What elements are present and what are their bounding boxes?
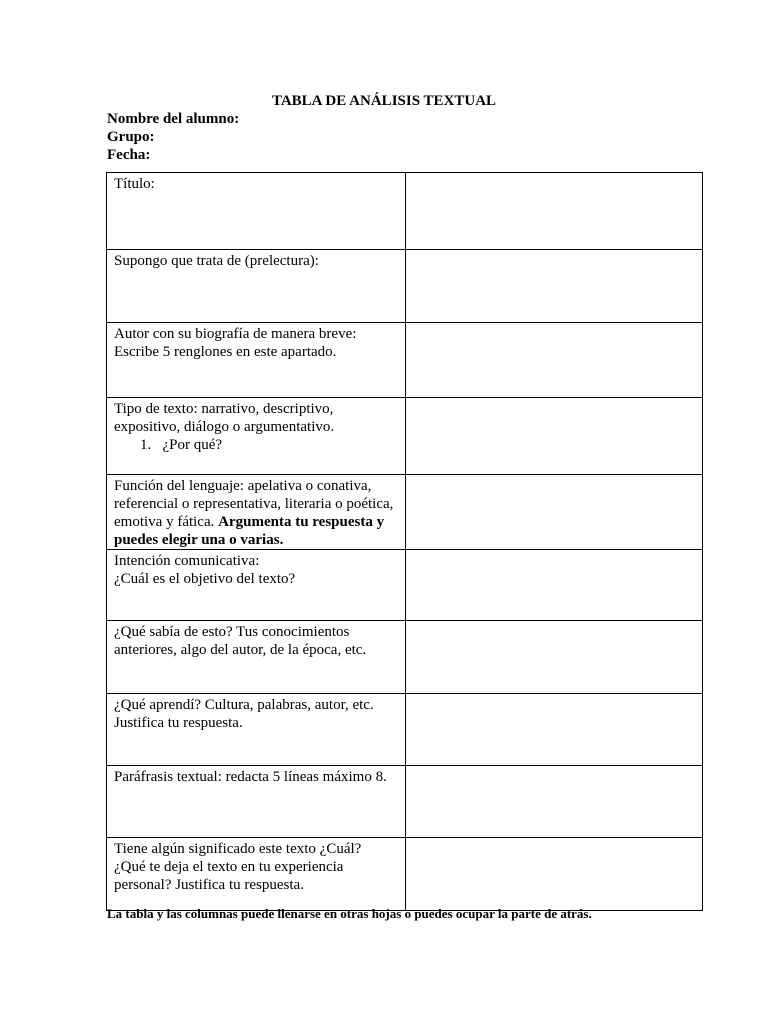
- table-row: [107, 250, 703, 323]
- answer-cell-paraphrase[interactable]: [405, 766, 703, 838]
- prompt-cell-prior-knowledge: [107, 621, 406, 694]
- table-row: [107, 475, 703, 550]
- prompt-cell-intention: [107, 550, 406, 621]
- prompt-text: Paráfrasis textual: redacta 5 líneas máximo 8.: [114, 769, 387, 785]
- answer-cell-language-function[interactable]: [405, 475, 703, 550]
- prompt-cell-prereading: [107, 250, 406, 323]
- prompt-text-bold-line: puedes elegir una o varias.: [114, 532, 284, 548]
- table-row: [107, 694, 703, 766]
- date-label: Fecha:: [107, 147, 151, 163]
- answer-cell-prior-knowledge[interactable]: [405, 621, 703, 694]
- prompt-text: referencial o representativa, literaria o poética,: [114, 496, 394, 512]
- answer-cell-learned[interactable]: [405, 694, 703, 766]
- prompt-text-plain: emotiva y fática.: [114, 514, 219, 530]
- numbered-item: [114, 436, 399, 454]
- table-row: [107, 621, 703, 694]
- table-row: [107, 173, 703, 250]
- table-row: [107, 398, 703, 475]
- prompt-text: Tiene algún significado este texto ¿Cuál?: [114, 841, 362, 857]
- prompt-text-bold: Argumenta tu respuesta y: [218, 514, 385, 530]
- footer-note: La tabla y las columnas puede llenarse en otras hojas o puedes ocupar la parte de atrás.: [107, 906, 592, 921]
- item-number: 1.: [140, 437, 152, 453]
- prompt-cell-language-function: [107, 475, 406, 550]
- prompt-text: ¿Qué sabía de esto? Tus conocimientos: [114, 624, 350, 640]
- analysis-table: [106, 172, 703, 911]
- answer-cell-title[interactable]: [405, 173, 703, 250]
- prompt-cell-author: [107, 323, 406, 398]
- prompt-text: ¿Qué aprendí? Cultura, palabras, autor, etc.: [114, 697, 374, 713]
- prompt-text: Tipo de texto: narrativo, descriptivo,: [114, 401, 334, 417]
- answer-cell-author[interactable]: [405, 323, 703, 398]
- table-row: [107, 550, 703, 621]
- prompt-cell-learned: [107, 694, 406, 766]
- prompt-text: expositivo, diálogo o argumentativo.: [114, 419, 335, 435]
- prompt-cell-title: [107, 173, 406, 250]
- prompt-text: Título:: [114, 176, 155, 192]
- answer-cell-text-type[interactable]: [405, 398, 703, 475]
- table-row: [107, 766, 703, 838]
- prompt-text: personal? Justifica tu respuesta.: [114, 877, 304, 893]
- prompt-cell-text-type: [107, 398, 406, 475]
- prompt-text: Supongo que trata de (prelectura):: [114, 253, 319, 269]
- prompt-text: Autor con su biografía de manera breve:: [114, 326, 357, 342]
- item-text: ¿Por qué?: [162, 437, 223, 453]
- document-title: TABLA DE ANÁLISIS TEXTUAL: [271, 93, 497, 109]
- prompt-text: anteriores, algo del autor, de la época, etc.: [114, 642, 367, 658]
- prompt-text: ¿Qué te deja el texto en tu experiencia: [114, 859, 344, 875]
- prompt-cell-paraphrase: [107, 766, 406, 838]
- answer-cell-intention[interactable]: [405, 550, 703, 621]
- group-label: Grupo:: [107, 129, 155, 145]
- prompt-text: ¿Cuál es el objetivo del texto?: [114, 571, 296, 587]
- prompt-cell-meaning: [107, 838, 406, 911]
- prompt-text: Escribe 5 renglones en este apartado.: [114, 344, 337, 360]
- student-name-label: Nombre del alumno:: [107, 111, 240, 127]
- prompt-text: Justifica tu respuesta.: [114, 715, 243, 731]
- table-row: [107, 838, 703, 911]
- prompt-text: Intención comunicativa:: [114, 553, 260, 569]
- prompt-text: [114, 513, 399, 531]
- prompt-text: Función del lenguaje: apelativa o conativa,: [114, 478, 372, 494]
- answer-cell-prereading[interactable]: [405, 250, 703, 323]
- answer-cell-meaning[interactable]: [405, 838, 703, 911]
- table-row: [107, 323, 703, 398]
